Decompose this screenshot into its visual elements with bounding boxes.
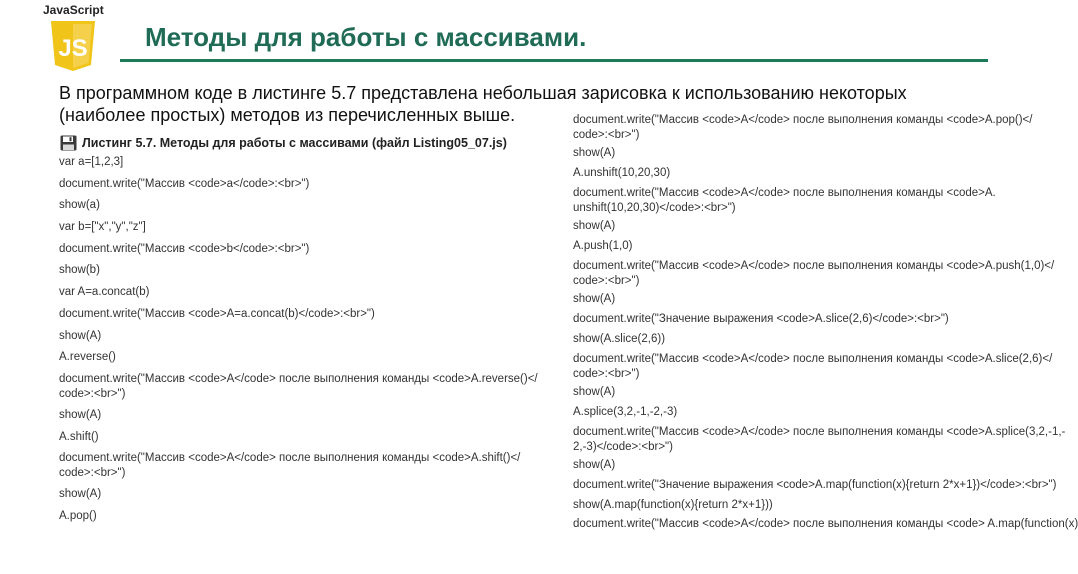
code-line: code>:<br>") [59, 387, 126, 400]
js-shield-icon [48, 19, 98, 73]
code-line: show(A) [573, 293, 616, 306]
code-line: show(A) [59, 408, 102, 421]
js-logo-label: JavaScript [43, 3, 104, 17]
listing-header [60, 135, 507, 151]
code-line: show(A) [573, 147, 616, 159]
intro-paragraph: В программном коде в листинге 5.7 представлена небольшая зарисовка к использованию некоторых (наиболее простых) методов из перечисленных выше. [59, 83, 907, 125]
code-line: A.push(1,0) [573, 239, 633, 252]
code-line: document.write("Значение выражения <code>A.slice(2,6)</code>:<br>") [573, 312, 949, 325]
code-line: document.write("Массив <code>A</code> после выполнения команды <code>A.reverse()</ [59, 372, 538, 385]
code-line: A.unshift(10,20,30) [573, 166, 671, 179]
code-line: A.reverse() [59, 351, 116, 364]
code-line: A.pop() [59, 509, 97, 522]
code-line: show(A) [573, 386, 616, 399]
code-line: 2,-3)</code>:<br>") [573, 441, 673, 454]
code-line: show(A) [59, 488, 102, 501]
code-listing-left [59, 152, 538, 528]
code-line: A.shift() [59, 430, 99, 443]
floppy-disk-icon [60, 135, 77, 151]
code-line: document.write("Массив <code>A</code> после выполнения команды <code>A. [573, 187, 996, 200]
listing-title: Листинг 5.7. Методы для работы с массивами (файл Listing05_07.js) [82, 136, 507, 150]
code-line: document.write("Массив <code>A</code> после выполнения команды <code>A.pop()</ [573, 114, 1033, 126]
code-line: show(A) [573, 220, 616, 233]
code-line: var A=a.concat(b) [59, 286, 150, 299]
code-line: document.write("Массив <code>A=a.concat(b)</code>:<br>") [59, 307, 375, 320]
code-line: document.write("Массив <code>A</code> после выполнения команды <code>A.push(1,0)</ [573, 260, 1055, 273]
code-line: document.write("Массив <code>A</code> после выполнения команды <code>A.slice(2,6)</ [573, 353, 1053, 366]
code-line: show(A.slice(2,6)) [573, 332, 666, 345]
code-line: document.write("Массив <code>A</code> после выполнения команды <code>A.shift()</ [59, 452, 521, 465]
code-line: document.write("Массив <code>A</code> после выполнения команды <code> A.map(function(x) [573, 518, 1078, 531]
code-line: code>:<br>") [573, 368, 640, 381]
code-line: document.write("Массив <code>b</code>:<br>") [59, 242, 310, 255]
code-line: var a=[1,2,3] [59, 156, 124, 168]
code-line: A.splice(3,2,-1,-2,-3) [573, 405, 678, 418]
code-line: show(A.map(function(x){return 2*x+1})) [573, 498, 773, 511]
title-divider [120, 59, 988, 62]
code-line: show(a) [59, 199, 100, 212]
code-listing-right [573, 110, 1078, 535]
shield-badge-text: JS [58, 35, 88, 62]
code-line: document.write("Массив <code>a</code>:<br>") [59, 177, 310, 190]
code-line: show(A) [573, 459, 616, 472]
code-line: code>:<br>") [573, 275, 640, 288]
code-line: var b=["x","y","z"] [59, 221, 146, 234]
code-line: unshift(10,20,30)</code>:<br>") [573, 202, 736, 215]
code-line: show(b) [59, 264, 100, 277]
page-title: Методы для работы с массивами. [145, 22, 587, 52]
code-line: document.write("Значение выражения <code>A.map(function(x){return 2*x+1})</code>:<br>") [573, 478, 1057, 491]
code-line: show(A) [59, 329, 102, 342]
code-line: code>:<br>") [59, 467, 126, 480]
code-line: document.write("Массив <code>A</code> после выполнения команды <code>A.splice(3,2,-1,- [573, 426, 1066, 439]
code-line: code>:<br>") [573, 129, 640, 141]
